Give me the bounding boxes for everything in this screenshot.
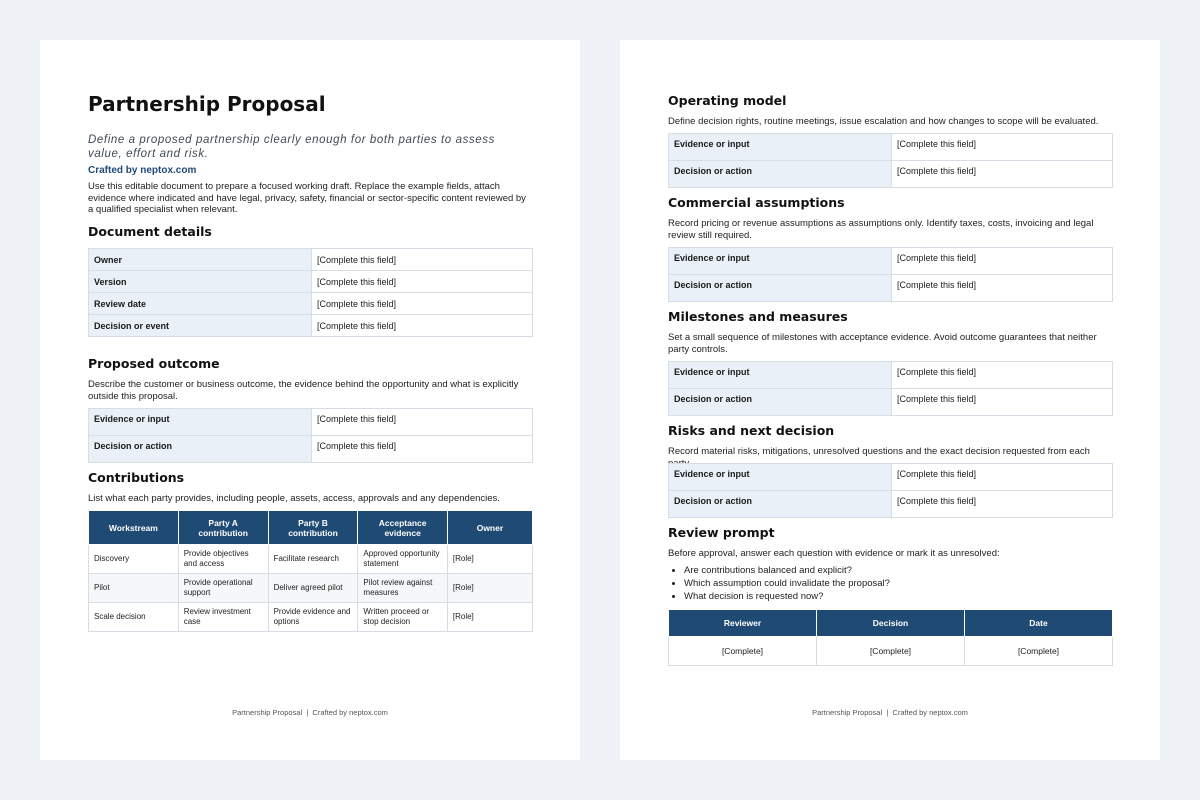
table-cell[interactable]: Approved opportunity statement (358, 545, 447, 574)
list-item: • Which assumption could invalidate the proposal? (684, 577, 890, 590)
column-header: Workstream (89, 511, 179, 545)
table-row (89, 271, 533, 293)
table-row (89, 409, 533, 436)
table-cell[interactable]: Provide objectives and access (178, 545, 268, 574)
field-label: Decision or action (89, 436, 312, 463)
table-cell[interactable]: Pilot review against measures (358, 574, 447, 603)
field-value[interactable]: [Complete this field] (312, 293, 533, 315)
table-row (89, 315, 533, 337)
document-page-1 (40, 40, 580, 760)
field-value[interactable]: [Complete this field] (892, 161, 1113, 188)
table-cell[interactable]: [Role] (447, 545, 532, 574)
field-value[interactable]: [Complete this field] (892, 389, 1113, 416)
field-label: Decision or action (669, 389, 892, 416)
table-header-row (89, 511, 533, 545)
table-row (669, 248, 1113, 275)
field-label: Evidence or input (669, 134, 892, 161)
column-header: Party B contribution (268, 511, 358, 545)
table-row (669, 464, 1113, 491)
column-header: Date (965, 610, 1113, 637)
review-prompt-heading: Review prompt (668, 525, 775, 540)
table-row (669, 275, 1113, 302)
field-value[interactable]: [Complete this field] (892, 134, 1113, 161)
page-footer: Partnership Proposal | Crafted by neptox.com (812, 708, 968, 717)
field-value[interactable]: [Complete this field] (312, 271, 533, 293)
table-cell[interactable]: Provide operational support (178, 574, 268, 603)
date-cell[interactable]: [Complete] (965, 637, 1113, 666)
field-label: Evidence or input (669, 362, 892, 389)
reviewer-cell[interactable]: [Complete] (669, 637, 817, 666)
field-label: Evidence or input (669, 248, 892, 275)
proposed-outcome-description: Describe the customer or business outcome, the evidence behind the opportunity and what is explicitly outside this proposal. (88, 379, 519, 402)
field-label: Decision or action (669, 161, 892, 188)
field-value[interactable]: [Complete this field] (892, 491, 1113, 518)
commercial-assumptions-table (668, 247, 1113, 302)
milestones-table (668, 361, 1113, 416)
review-questions-list (668, 564, 890, 603)
table-cell[interactable]: Scale decision (89, 603, 179, 632)
contributions-description: List what each party provides, including people, assets, access, approvals and any dependencies. (88, 493, 500, 504)
table-row (89, 574, 533, 603)
table-row (89, 545, 533, 574)
risks-heading: Risks and next decision (668, 423, 835, 438)
crafted-by-credit: Crafted by neptox.com (88, 165, 197, 176)
document-details-table (88, 248, 533, 337)
field-label: Decision or action (669, 275, 892, 302)
document-details-heading: Document details (88, 224, 212, 239)
page-title: Partnership Proposal (88, 92, 326, 116)
list-item: • What decision is requested now? (684, 590, 890, 603)
page-subtitle: Define a proposed partnership clearly enough for both parties to assess value, effort and risk. (88, 134, 495, 160)
field-label: Decision or event (89, 315, 312, 337)
table-row (669, 389, 1113, 416)
operating-model-description: Define decision rights, routine meetings, issue escalation and how changes to scope will be evaluated. (668, 116, 1099, 127)
table-cell[interactable]: Facilitate research (268, 545, 358, 574)
field-value[interactable]: [Complete this field] (892, 464, 1113, 491)
contributions-table (88, 510, 533, 632)
table-row (669, 161, 1113, 188)
table-row (89, 249, 533, 271)
table-cell[interactable]: Pilot (89, 574, 179, 603)
field-label: Evidence or input (669, 464, 892, 491)
table-cell[interactable]: Discovery (89, 545, 179, 574)
intro-paragraph: Use this editable document to prepare a focused working draft. Replace the example fields, attach evidence where indicated and have legal, privacy, safety, financial or sector-specific content reviewed by a qualified specialist when relevant. (88, 181, 526, 215)
table-row (89, 293, 533, 315)
document-page-2 (620, 40, 1160, 760)
column-header: Reviewer (669, 610, 817, 637)
table-cell[interactable]: [Role] (447, 603, 532, 632)
table-cell[interactable]: Provide evidence and options (268, 603, 358, 632)
column-header: Acceptance evidence (358, 511, 447, 545)
table-cell[interactable]: [Role] (447, 574, 532, 603)
field-value[interactable]: [Complete this field] (892, 275, 1113, 302)
page-footer: Partnership Proposal | Crafted by neptox.com (232, 708, 388, 717)
field-label: Evidence or input (89, 409, 312, 436)
field-value[interactable]: [Complete this field] (312, 315, 533, 337)
review-prompt-description: Before approval, answer each question with evidence or mark it as unresolved: (668, 548, 1000, 559)
table-row (669, 134, 1113, 161)
field-label: Decision or action (669, 491, 892, 518)
risks-description: Record material risks, mitigations, unresolved questions and the exact decision requested from each (668, 446, 1090, 457)
decision-cell[interactable]: [Complete] (817, 637, 965, 666)
field-value[interactable]: [Complete this field] (312, 409, 533, 436)
table-header-row (669, 610, 1113, 637)
field-value[interactable]: [Complete this field] (312, 249, 533, 271)
proposed-outcome-table (88, 408, 533, 463)
operating-model-heading: Operating model (668, 93, 787, 108)
operating-model-table (668, 133, 1113, 188)
column-header: Owner (447, 511, 532, 545)
table-row (669, 362, 1113, 389)
table-row (89, 603, 533, 632)
field-value[interactable]: [Complete this field] (892, 362, 1113, 389)
column-header: Party A contribution (178, 511, 268, 545)
table-row (669, 637, 1113, 666)
field-label: Owner (89, 249, 312, 271)
table-cell[interactable]: Written proceed or stop decision (358, 603, 447, 632)
proposed-outcome-heading: Proposed outcome (88, 356, 220, 371)
field-label: Version (89, 271, 312, 293)
field-value[interactable]: [Complete this field] (892, 248, 1113, 275)
commercial-assumptions-heading: Commercial assumptions (668, 195, 845, 210)
column-header: Decision (817, 610, 965, 637)
table-row (669, 491, 1113, 518)
milestones-description: Set a small sequence of milestones with acceptance evidence. Avoid outcome guarantees that neither party controls. (668, 332, 1097, 355)
field-value[interactable]: [Complete this field] (312, 436, 533, 463)
contributions-heading: Contributions (88, 470, 185, 485)
table-row (89, 436, 533, 463)
table-cell[interactable]: Deliver agreed pilot (268, 574, 358, 603)
risks-table (668, 463, 1113, 518)
field-label: Review date (89, 293, 312, 315)
table-cell[interactable]: Review investment case (178, 603, 268, 632)
milestones-heading: Milestones and measures (668, 309, 848, 324)
commercial-assumptions-description: Record pricing or revenue assumptions as assumptions only. Identify taxes, costs, invoicing and legal review still required. (668, 218, 1094, 241)
list-item: • Are contributions balanced and explicit? (684, 564, 890, 577)
review-signoff-table (668, 609, 1113, 666)
